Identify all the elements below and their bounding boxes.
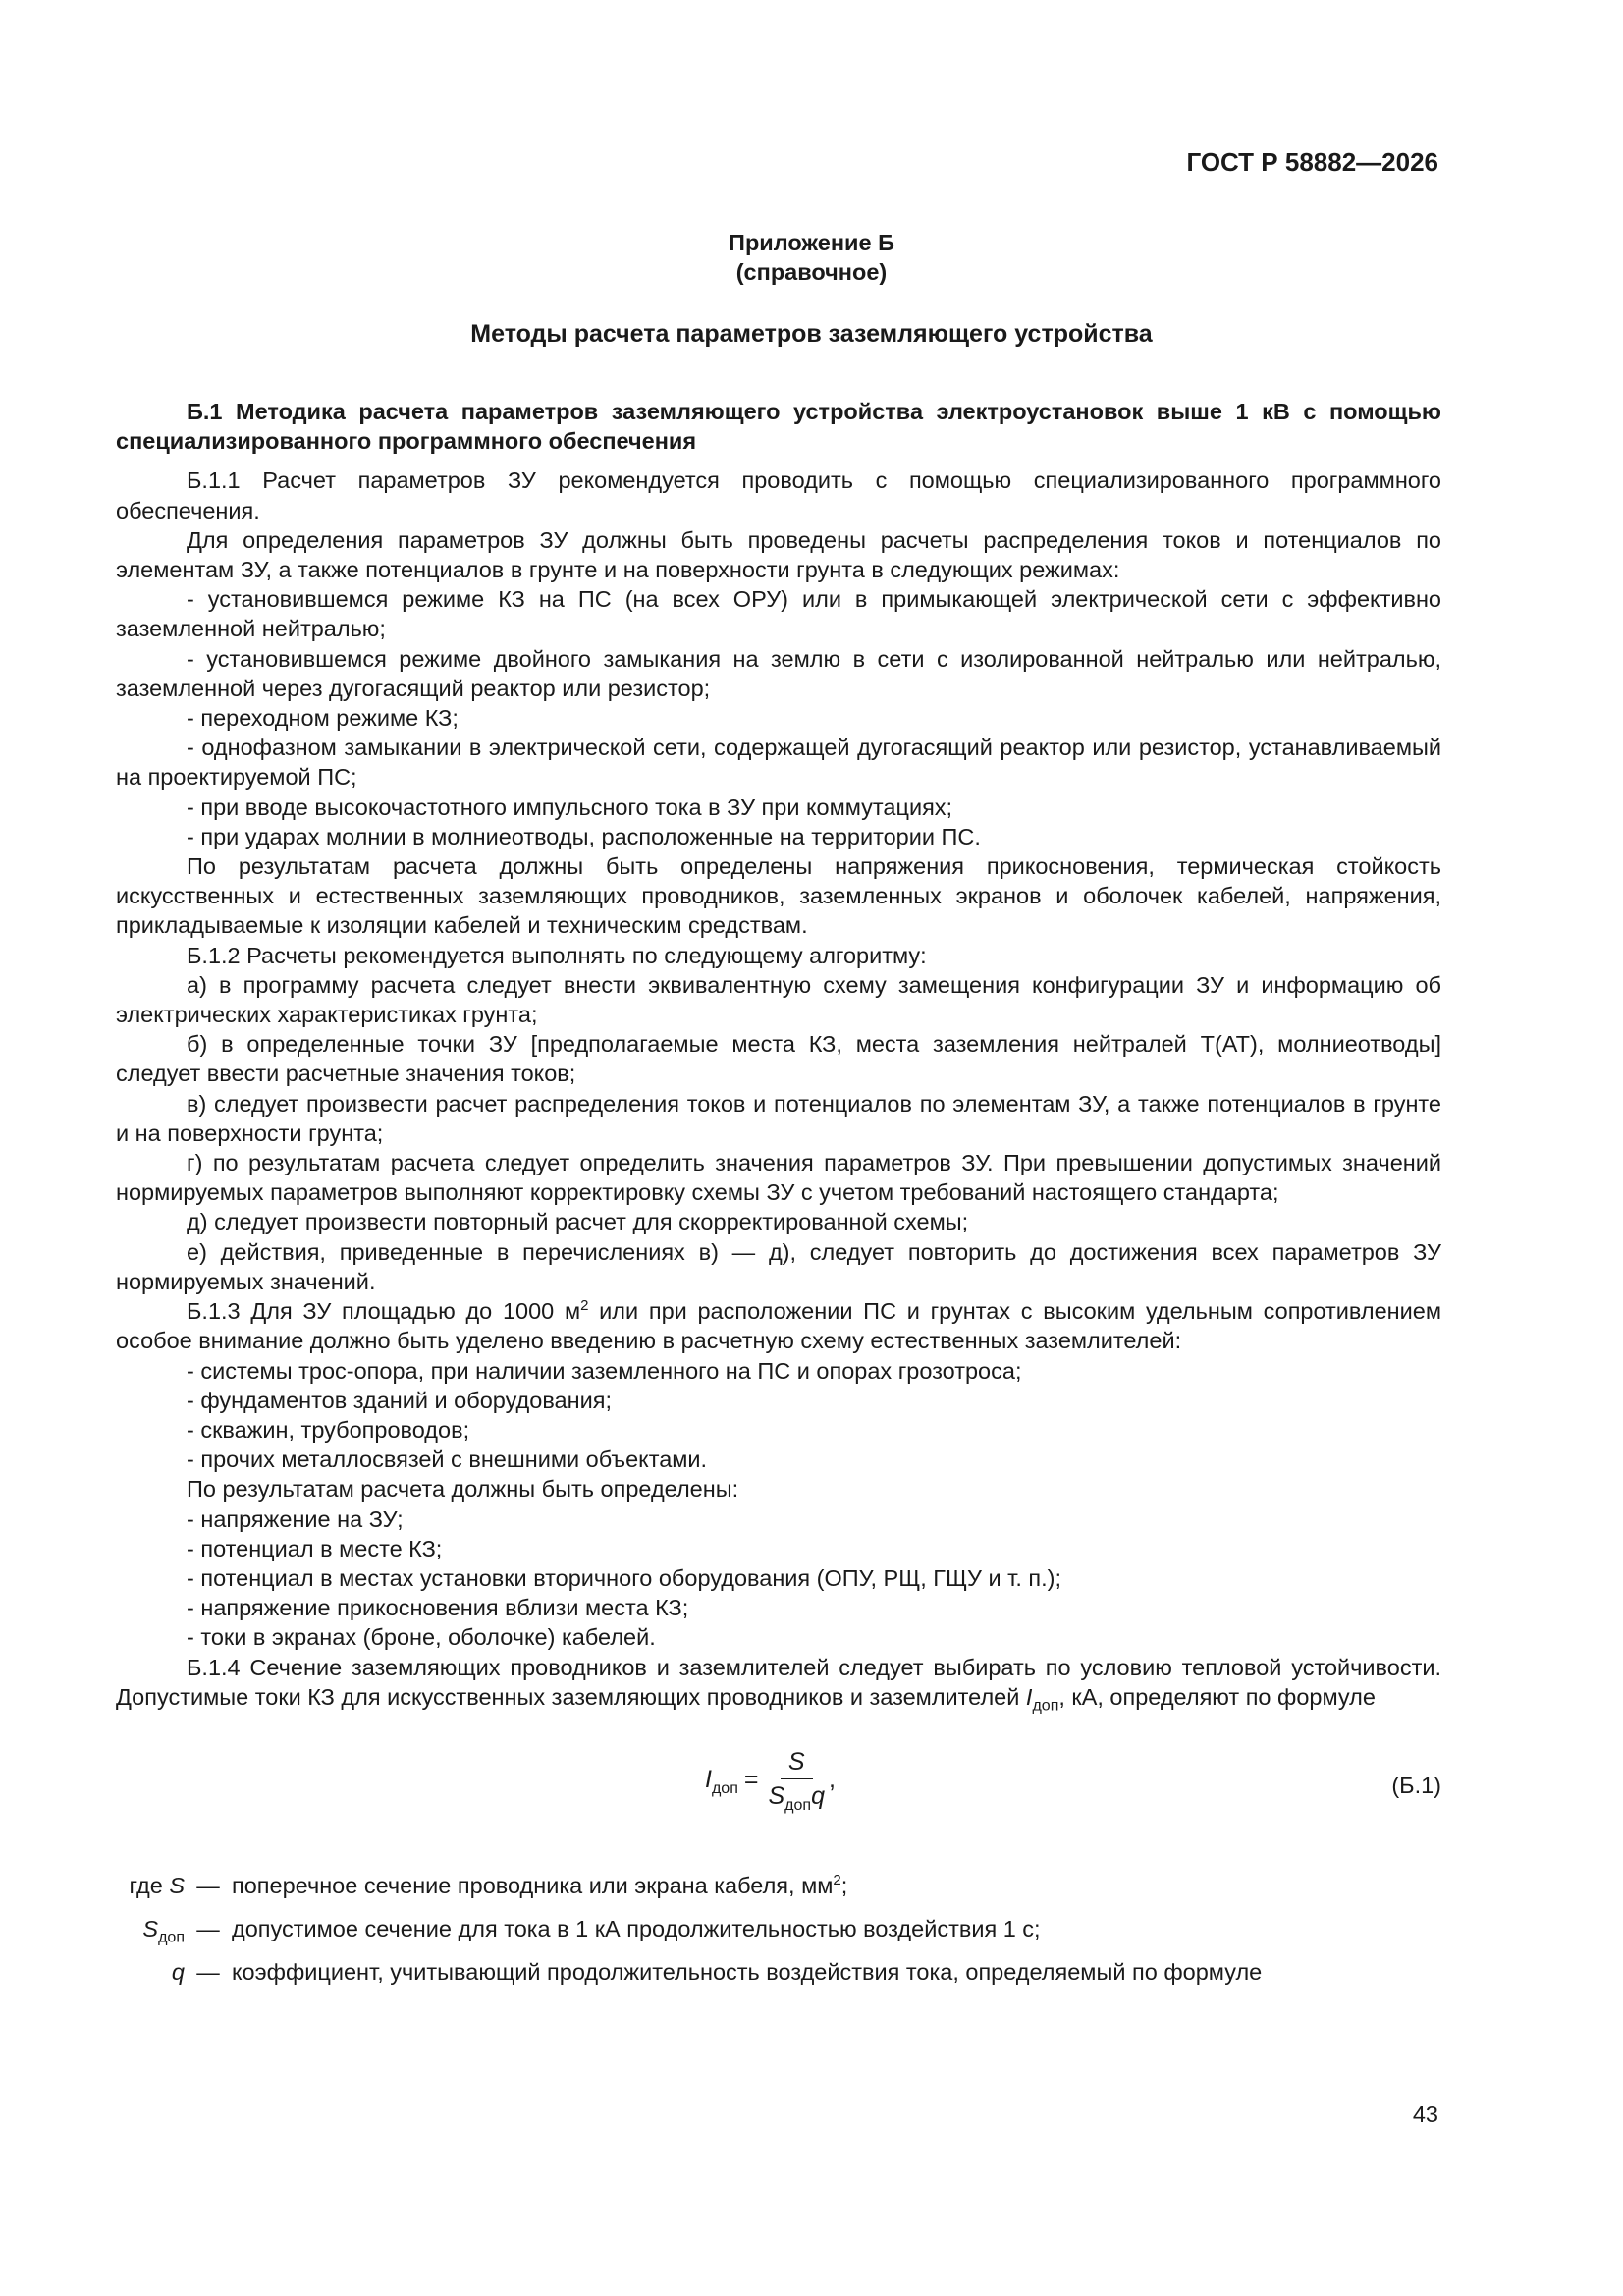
subscript: доп bbox=[711, 1779, 738, 1797]
legend-text: коэффициент, учитывающий продолжительность воздействия тока, определяемый по формуле bbox=[232, 1959, 1263, 1986]
legend-dash: — bbox=[196, 1872, 220, 1898]
appendix-heading bbox=[0, 228, 1623, 287]
text-span: поперечное сечение проводника или экрана кабеля, мм bbox=[232, 1872, 834, 1898]
legend-symbol bbox=[116, 1871, 185, 1900]
subscript: доп bbox=[1032, 1697, 1059, 1715]
list-item: б) в определенные точки ЗУ [предполагаемые места КЗ, места заземления нейтралей Т(АТ), молниеотводы] следует ввести расчетные значения токов; bbox=[116, 1031, 1441, 1087]
formula-comma: , bbox=[828, 1765, 836, 1793]
paragraph-b13 bbox=[116, 1296, 1441, 1355]
variable: q bbox=[171, 1959, 185, 1986]
list-item: - однофазном замыкании в электрической сети, содержащей дугогасящий реактор или резистор, устанавливаемый на проектируемой ПС; bbox=[116, 735, 1441, 791]
list-item: - напряжение прикосновения вблизи места КЗ; bbox=[187, 1595, 689, 1621]
fraction bbox=[768, 1747, 825, 1815]
list-item: е) действия, приведенные в перечислениях в) — д), следует повторить до достижения всех параметров ЗУ нормируемых значений. bbox=[116, 1238, 1441, 1294]
main-title: Методы расчета параметров заземляющего устройства bbox=[470, 320, 1153, 348]
legend-text: допустимое сечение для тока в 1 кА продолжительностью воздействия 1 с; bbox=[232, 1916, 1041, 1942]
list-item: г) по результатам расчета следует определить значения параметров ЗУ. При превышении допустимых значений нормируемых параметров выполняют корректировку схемы ЗУ с учетом требований настоящего стандарта; bbox=[116, 1150, 1441, 1206]
list-item: - токи в экранах (броне, оболочке) кабелей. bbox=[187, 1624, 656, 1651]
list-item: д) следует произвести повторный расчет для скорректированной схемы; bbox=[187, 1209, 969, 1235]
appendix-kind: (справочное) bbox=[735, 259, 888, 285]
document-body bbox=[116, 397, 1441, 2001]
text-span: ; bbox=[840, 1872, 848, 1898]
legend-symbol bbox=[116, 1914, 185, 1946]
section-title: Б.1 Методика расчета параметров заземляющего устройства электроустановок выше 1 кВ с помощью специализированного программного обеспечения bbox=[116, 399, 1441, 455]
equals-sign: = bbox=[743, 1765, 759, 1793]
list-item: - установившемся режиме двойного замыкания на землю в сети с изолированной нейтралью или нейтралью, заземленной через дугогасящий реактор или резистор; bbox=[116, 645, 1441, 701]
legend-text bbox=[232, 1871, 1441, 1900]
formula bbox=[705, 1747, 836, 1815]
formula-lhs bbox=[705, 1765, 738, 1797]
formula-block bbox=[116, 1731, 1441, 1841]
document-code: ГОСТ Р 58882—2026 bbox=[1186, 147, 1438, 177]
list-item: - потенциал в местах установки вторичного оборудования (ОПУ, РЩ, ГЩУ и т. п.); bbox=[187, 1564, 1061, 1591]
list-item: а) в программу расчета следует внести эквивалентную схему замещения конфигурации ЗУ и информацию об электрических характеристиках грунта; bbox=[116, 971, 1441, 1028]
paragraph-b14 bbox=[116, 1653, 1441, 1715]
paragraph: Б.1.1 Расчет параметров ЗУ рекомендуется проводить с помощью специализированного программного обеспечения. bbox=[116, 467, 1441, 523]
text-span: Б.1.3 Для ЗУ площадью до 1000 м bbox=[187, 1298, 581, 1325]
paragraph: Б.1.2 Расчеты рекомендуется выполнять по следующему алгоритму: bbox=[187, 942, 927, 968]
variable: S bbox=[169, 1872, 185, 1898]
list-item: - потенциал в месте КЗ; bbox=[187, 1535, 443, 1561]
subscript: доп bbox=[158, 1929, 185, 1946]
legend-row bbox=[116, 1914, 1441, 1946]
numerator: S bbox=[781, 1747, 813, 1779]
page-number: 43 bbox=[1412, 2102, 1438, 2127]
list-item: - скважин, трубопроводов; bbox=[187, 1416, 470, 1443]
list-item: в) следует произвести расчет распределения токов и потенциалов по элементам ЗУ, а также потенциалов в грунте и на поверхности грунта; bbox=[116, 1090, 1441, 1146]
subscript: доп bbox=[784, 1797, 812, 1815]
paragraph: По результатам расчета должны быть определены напряжения прикосновения, термическая стойкость искусственных и естественных заземляющих проводников, заземленных экранов и оболочек кабелей, напряжения, прикладываемые к изоляции кабелей и техническим средствам. bbox=[116, 853, 1441, 939]
variable: S bbox=[142, 1916, 159, 1942]
legend-prefix: где bbox=[129, 1872, 170, 1898]
legend-row bbox=[116, 1871, 1441, 1900]
paragraph: Для определения параметров ЗУ должны быть проведены расчеты распределения токов и потенциалов по элементам ЗУ, а также потенциалов в грунте и на поверхности грунта в следующих режимах: bbox=[116, 526, 1441, 583]
list-item: - системы трос-опора, при наличии заземленного на ПС и опорах грозотроса; bbox=[187, 1357, 1022, 1384]
text-span: или при расположении ПС и грунтах с высоким удельным сопротивлением особое внимание должно быть уделено введению в расчетную схему естественных заземлителей: bbox=[116, 1298, 1441, 1354]
variable: S bbox=[768, 1782, 785, 1811]
list-item: - напряжение на ЗУ; bbox=[187, 1505, 404, 1532]
legend-dash: — bbox=[196, 1916, 220, 1942]
denominator bbox=[768, 1779, 825, 1815]
superscript: 2 bbox=[580, 1297, 589, 1315]
formula-number: (Б.1) bbox=[1391, 1772, 1441, 1798]
list-item: - прочих металлосвязей с внешними объектами. bbox=[187, 1447, 708, 1473]
legend-row bbox=[116, 1957, 1441, 1987]
variable: q bbox=[811, 1782, 825, 1811]
text-span: Б.1.4 Сечение заземляющих проводников и заземлителей следует выбирать по условию тепловой устойчивости. Допустимые токи КЗ для искусственных заземляющих проводников и заземлителей bbox=[116, 1654, 1441, 1710]
formula-legend bbox=[116, 1871, 1441, 1988]
superscript: 2 bbox=[833, 1872, 841, 1889]
variable: I bbox=[1025, 1683, 1033, 1710]
list-item: - при ударах молнии в молниеотводы, расположенные на территории ПС. bbox=[187, 823, 981, 849]
legend-dash: — bbox=[196, 1959, 220, 1986]
text-span: , кА, определяют по формуле bbox=[1058, 1683, 1376, 1710]
legend-symbol bbox=[116, 1957, 185, 1987]
list-item: - установившемся режиме КЗ на ПС (на всех ОРУ) или в примыкающей электрической сети с эффективно заземленной нейтралью; bbox=[116, 586, 1441, 642]
variable: I bbox=[705, 1765, 712, 1793]
list-item: - фундаментов зданий и оборудования; bbox=[187, 1387, 612, 1413]
list-item: - переходном режиме КЗ; bbox=[187, 705, 459, 732]
list-item: - при вводе высокочастотного импульсного тока в ЗУ при коммутациях; bbox=[187, 793, 953, 820]
appendix-title: Приложение Б bbox=[729, 230, 894, 255]
paragraph: По результатам расчета должны быть определены: bbox=[187, 1476, 739, 1503]
